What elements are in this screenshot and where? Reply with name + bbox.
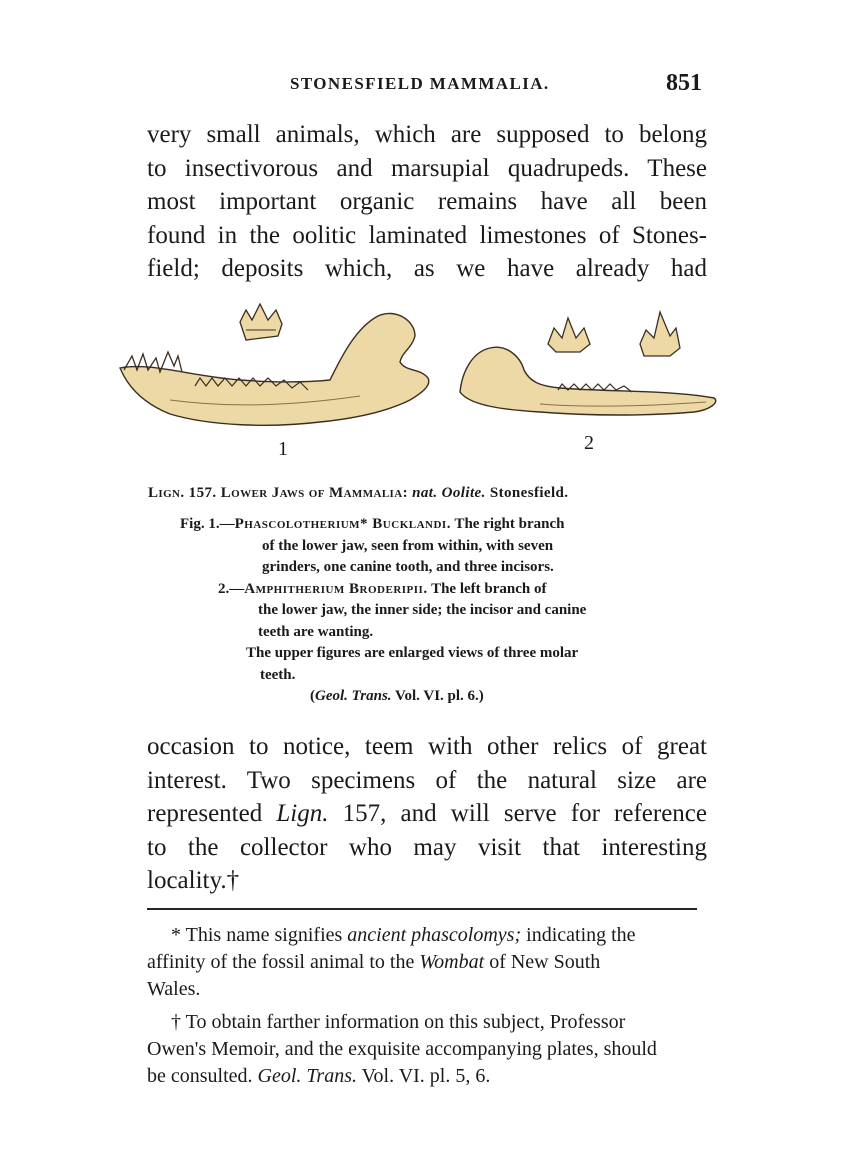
ref-open: ( (310, 688, 315, 704)
caption-line: the lower jaw, the inner side; the incisor and canine (258, 602, 587, 618)
text-line: field; deposits which, as we have already had (147, 255, 707, 282)
jaw-2-molar-detail-right (640, 312, 680, 356)
caption-title (148, 485, 708, 502)
fn2-line3-b: Vol. VI. pl. 5, 6. (361, 1065, 491, 1087)
footnote-1-line (147, 949, 707, 976)
line3-part-a: represented (147, 800, 263, 827)
footnote-1-line: Wales. (147, 978, 201, 1000)
figure-label-2: 2 (584, 432, 594, 454)
jaw-illustration (110, 300, 730, 460)
text-line: locality.† (147, 867, 240, 894)
fig2-name: Amphitherium Broderipii. (244, 580, 428, 597)
fn2-line3-a: be consulted. (147, 1065, 253, 1087)
footnote-divider (147, 908, 697, 910)
text-line (147, 797, 707, 831)
fn1-wombat: Wombat (419, 951, 485, 973)
text-line: most important organic remains have all been (147, 188, 707, 215)
running-title: STONESFIELD MAMMALIA. (290, 74, 550, 93)
fossil-jaws-drawing (110, 300, 730, 460)
footnote-2-line: Owen's Memoir, and the exquisite accompanying plates, should (147, 1038, 657, 1060)
footnote-2-line: † To obtain farther information on this subject, Professor (171, 1011, 626, 1033)
caption-nat: nat. (412, 485, 438, 501)
caption-line (180, 579, 660, 601)
caption-reference (180, 686, 660, 708)
footnotes (147, 922, 707, 1090)
paragraph-top (147, 118, 707, 286)
text-line: occasion to notice, teem with other relics of great (147, 733, 707, 760)
page-number: 851 (666, 70, 702, 96)
fn1-line2-a: affinity of the fossil animal to the (147, 951, 415, 973)
jaw-1-molar-detail (240, 304, 282, 340)
fig1-line1: The right branch (454, 516, 565, 532)
caption-place: Stonesfield. (489, 485, 569, 501)
line3-part-b: 157, and will serve for reference (342, 800, 708, 827)
caption-line: of the lower jaw, seen from within, with seven (262, 537, 554, 554)
footnote-1-line (147, 922, 707, 949)
caption-line: grinders, one canine tooth, and three incisors. (262, 559, 554, 575)
figure-label-1: 1 (278, 438, 288, 460)
caption-heading: Lower Jaws of Mammalia: (220, 485, 408, 501)
caption-line: teeth. (260, 666, 296, 683)
caption-lign: Lign. 157. (148, 485, 217, 501)
caption-line (180, 514, 660, 536)
text-line: found in the oolitic laminated limestones of Stones- (147, 221, 707, 249)
ref-rest: Vol. VI. pl. 6.) (395, 688, 484, 704)
jaw-2-bone (460, 347, 716, 415)
fig2-prefix: 2.— (218, 580, 245, 597)
line3-lign: Lign. (276, 800, 329, 827)
fn1-a: * This name signifies (171, 924, 343, 946)
fig1-prefix: Fig. 1.— (180, 516, 235, 532)
jaw-2-molar-detail-left (548, 318, 590, 352)
text-line: to insectivorous and marsupial quadrupeds. These (147, 154, 707, 182)
jaw-2-amphitherium (460, 312, 716, 415)
text-line: to the collector who may visit that interesting (147, 833, 707, 861)
fn2-italic: Geol. Trans. (257, 1065, 357, 1087)
caption-line: teeth are wanting. (258, 623, 374, 640)
ref-italic: Geol. Trans. (315, 688, 392, 704)
fig2-line1: The left branch of (431, 580, 547, 597)
fn1-line2-b: of New South (489, 951, 601, 973)
caption-body (180, 514, 660, 708)
footnote-2-line (147, 1063, 707, 1090)
text-line: interest. Two specimens of the natural size are (147, 766, 707, 794)
caption-oolite: Oolite. (441, 485, 486, 501)
caption-line: The upper figures are enlarged views of three molar (246, 645, 579, 661)
text-line: very small animals, which are supposed to belong (147, 121, 707, 148)
jaw-1-phascolotherium (120, 304, 429, 425)
fig1-name: Phascolotherium* Bucklandi. (234, 516, 451, 532)
fn1-b: indicating the (526, 924, 636, 946)
fn1-italic: ancient phascolomys; (347, 924, 522, 946)
paragraph-bottom (147, 730, 707, 898)
